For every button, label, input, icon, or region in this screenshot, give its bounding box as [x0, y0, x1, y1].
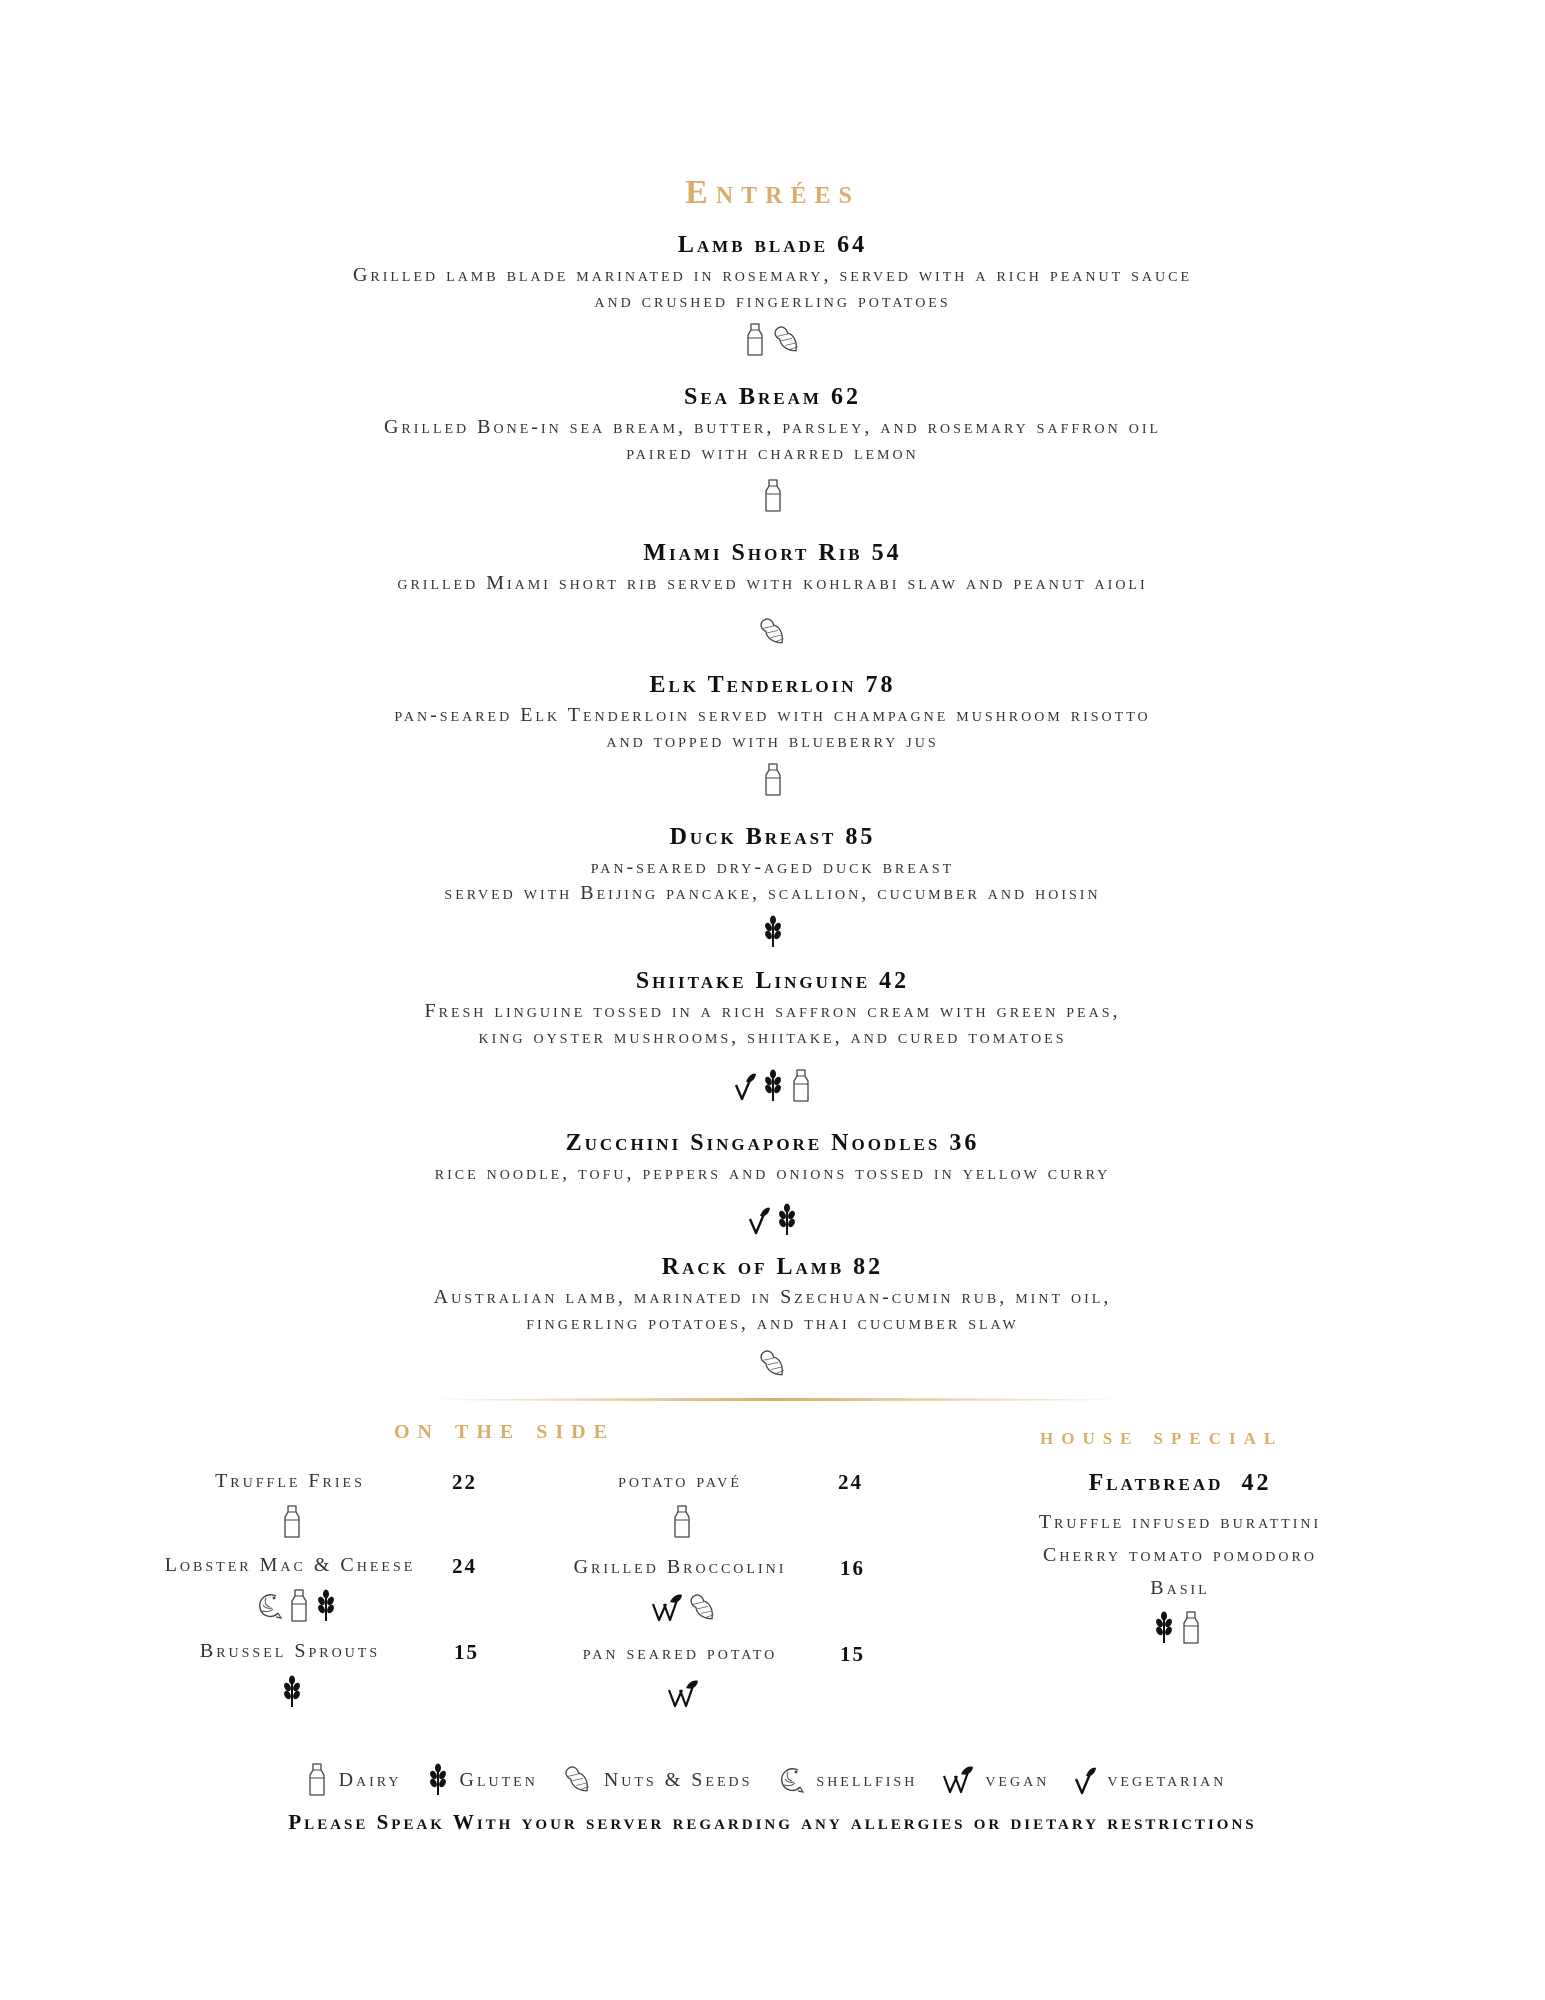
house-special-heading — [990, 1470, 1370, 1497]
gluten-icon — [761, 914, 785, 950]
house-special-name: Flatbread — [1088, 1470, 1224, 1496]
side-item-icons — [280, 1504, 304, 1540]
dish-name: Duck Breast 85 — [669, 824, 876, 850]
nuts-icon — [687, 1590, 719, 1626]
side-item-icons — [650, 1590, 719, 1626]
dairy-icon — [761, 762, 785, 798]
vegan-icon — [941, 1762, 975, 1798]
dish-description: Fresh linguine tossed in a rich saffron cream with green peas, king oyster mushrooms, shiitake, and cured tomatoes — [424, 1000, 1121, 1048]
gluten-icon — [775, 1202, 799, 1238]
dairy-icon — [305, 1762, 329, 1798]
legend-label-nuts: Nuts & Seeds — [603, 1768, 753, 1791]
dish-name: Shiitake Linguine 42 — [635, 968, 910, 994]
allergy-notice: Please Speak With your server regarding any allergies or dietary restrictions — [288, 1810, 1257, 1834]
dairy-icon — [789, 1068, 813, 1104]
vegetarian-icon — [1073, 1762, 1097, 1798]
dish-description: pan-seared Elk Tenderloin served with champagne mushroom risotto and topped with blueberry jus — [394, 704, 1151, 752]
gold-divider — [390, 1396, 1160, 1404]
legend-label-dairy: Dairy — [338, 1768, 402, 1791]
gluten-icon — [280, 1674, 304, 1710]
gluten-icon — [1152, 1610, 1176, 1646]
nuts-icon — [757, 1346, 789, 1382]
house-special-description: Truffle infused burattini Cherry tomato pomodoro Basil — [1038, 1511, 1322, 1599]
dish-description: rice noodle, tofu, peppers and onions tossed in yellow curry — [434, 1162, 1111, 1184]
house-special-price: 42 — [1241, 1470, 1272, 1496]
dish-name: Rack of Lamb 82 — [661, 1254, 884, 1280]
side-item-name: Lobster Mac & Cheese — [164, 1554, 416, 1576]
dish-allergen-icons — [0, 1202, 1545, 1238]
dish-name: Elk Tenderloin 78 — [649, 672, 896, 698]
side-item-icons — [254, 1588, 338, 1624]
dairy-icon — [670, 1504, 694, 1540]
vegan-icon — [650, 1590, 684, 1626]
dish-name: Sea Bream 62 — [684, 384, 861, 410]
dish-description: Grilled lamb blade marinated in rosemary, served with a rich peanut sauce and crushed fingerling potatoes — [352, 264, 1193, 312]
nuts-icon — [562, 1762, 594, 1798]
dish-name: Zucchini Singapore Noodles 36 — [565, 1130, 980, 1156]
gluten-icon — [426, 1762, 450, 1798]
side-item-name: pan seared potato — [582, 1642, 778, 1664]
legend-label-gluten: Gluten — [459, 1768, 538, 1791]
side-item-name: Brussel Sprouts — [199, 1640, 381, 1662]
side-item-name: potato pavé — [618, 1470, 742, 1492]
side-item-icons — [670, 1504, 694, 1540]
house-special-title: house special — [1040, 1424, 1284, 1450]
side-item-icons — [666, 1676, 700, 1712]
dish-allergen-icons — [0, 914, 1545, 950]
gluten-icon — [314, 1588, 338, 1624]
side-item-price: 15 — [454, 1640, 479, 1664]
shellfish-icon — [776, 1762, 806, 1798]
dish-allergen-icons — [0, 478, 1545, 514]
side-item-name: Grilled Broccolini — [573, 1556, 787, 1578]
vegetarian-icon — [747, 1202, 771, 1238]
dish-name: Lamb blade 64 — [677, 232, 868, 258]
house-special-icons — [1152, 1610, 1203, 1646]
dish-allergen-icons — [0, 614, 1545, 650]
side-item-price: 24 — [838, 1470, 863, 1494]
nuts-icon — [757, 614, 789, 650]
dairy-icon — [280, 1504, 304, 1540]
dish-allergen-icons — [0, 322, 1545, 358]
dish-description: grilled Miami short rib served with kohlrabi slaw and peanut aioli — [397, 572, 1148, 594]
dish-description: Grilled Bone-in sea bream, butter, parsley, and rosemary saffron oil paired with charred lemon — [383, 416, 1162, 464]
gluten-icon — [761, 1068, 785, 1104]
page-title: Entrées — [685, 174, 860, 211]
shellfish-icon — [254, 1588, 284, 1624]
side-item-name: Truffle Fries — [215, 1470, 365, 1492]
vegan-icon — [666, 1676, 700, 1712]
side-item-price: 24 — [452, 1554, 477, 1578]
dairy-icon — [287, 1588, 311, 1624]
dish-allergen-icons — [0, 762, 1545, 798]
dish-allergen-icons — [0, 1068, 1545, 1104]
dairy-icon — [743, 322, 767, 358]
dairy-icon — [761, 478, 785, 514]
side-item-price: 15 — [840, 1642, 865, 1666]
vegetarian-icon — [733, 1068, 757, 1104]
dish-description: pan-seared dry-aged duck breast served with Beijing pancake, scallion, cucumber and hoisin — [444, 856, 1101, 904]
dish-allergen-icons — [0, 1346, 1545, 1382]
nuts-icon — [771, 322, 803, 358]
legend-label-vegan: vegan — [985, 1768, 1050, 1791]
legend-label-vegetarian: vegetarian — [1107, 1768, 1227, 1791]
dish-name: Miami Short Rib 54 — [643, 540, 902, 566]
dish-description: Australian lamb, marinated in Szechuan-cumin rub, mint oil, fingerling potatoes, and thai cucumber slaw — [433, 1286, 1112, 1334]
allergen-legend — [0, 1762, 1545, 1798]
side-item-price: 22 — [452, 1470, 477, 1494]
dairy-icon — [1179, 1610, 1203, 1646]
legend-label-shellfish: shellfish — [816, 1768, 918, 1791]
sides-title: on the side — [394, 1414, 615, 1445]
side-item-price: 16 — [840, 1556, 865, 1580]
side-item-icons — [280, 1674, 304, 1710]
